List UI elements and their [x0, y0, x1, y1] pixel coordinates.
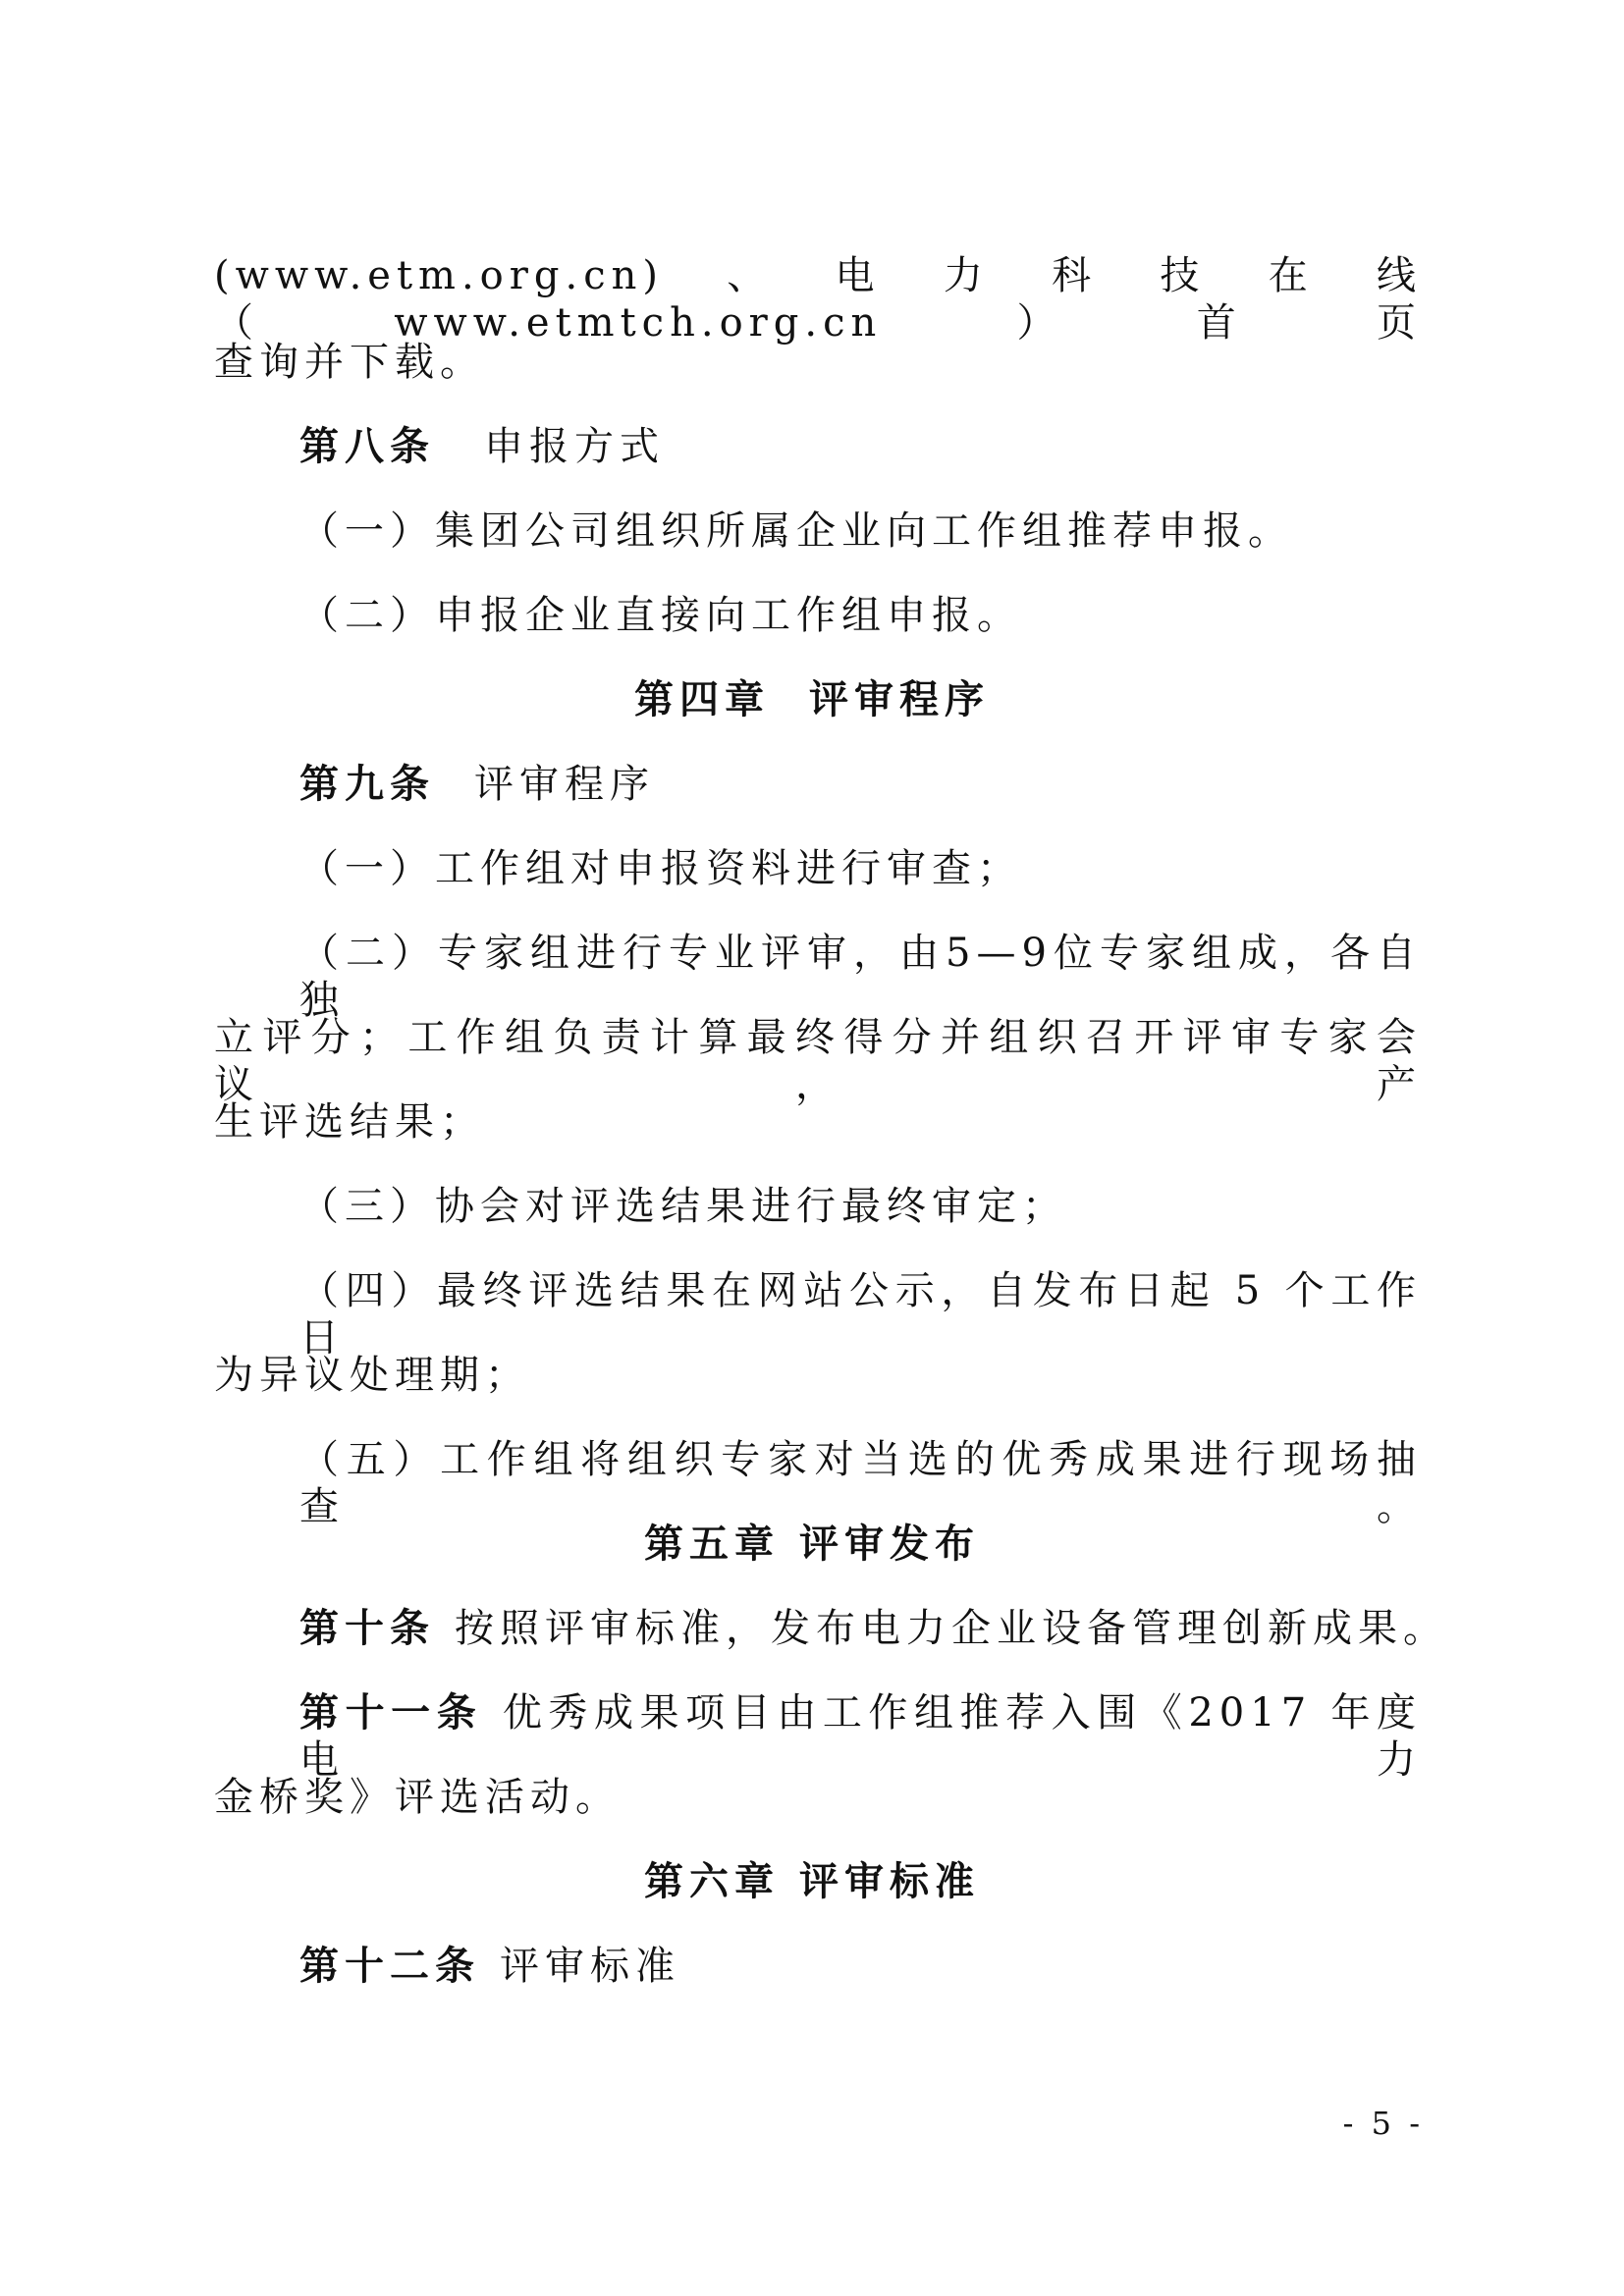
article-10-text: 按照评审标准，发布电力企业设备管理创新成果。	[455, 1606, 1448, 1651]
article-11-label: 第十一条	[299, 1689, 483, 1735]
article-9-item-4-text-2: 为异议处理期；	[214, 1353, 530, 1398]
article-9-item-3	[299, 1183, 1422, 1230]
chapter-4-heading	[0, 676, 1624, 723]
article-9-label: 第九条	[299, 761, 435, 807]
chapter-5-title: 评审发布	[799, 1521, 980, 1567]
article-9-item-2-line-3	[214, 1098, 1422, 1146]
chapter-4-label: 第四章	[634, 676, 770, 722]
article-8-item-2-text: 申报企业直接向工作组申报。	[435, 593, 1022, 638]
article-9-item-2-text-1: 专家组进行专业评审，由5—9位专家组成，各自独	[299, 931, 1422, 1023]
article-9-item-2-num: （二）	[299, 931, 439, 976]
article-9-item-4-num: （四）	[299, 1268, 438, 1313]
article-10-label: 第十条	[299, 1605, 435, 1651]
article-11-text-2: 金桥奖》评选活动。	[214, 1775, 621, 1820]
page-number: - 5 -	[1342, 2105, 1424, 2142]
chapter-6-heading	[0, 1858, 1624, 1905]
article-8-item-1-num: （一）	[299, 508, 435, 554]
article-8-title: 申报方式	[484, 424, 665, 469]
chapter-5-label: 第五章	[644, 1521, 780, 1567]
article-9-item-4-line-1	[299, 1267, 1422, 1362]
article-9-item-2-text-2: 立评分；工作组负责计算最终得分并组织召开评审专家会议，产	[214, 1015, 1422, 1107]
chapter-4-title: 评审程序	[809, 676, 990, 722]
article-11-line-2	[214, 1774, 1422, 1821]
article-12-heading	[299, 1943, 1422, 1990]
continuation-text-1: (www.etm.org.cn)、电力科技在线（www.etmtch.org.cn）首页	[214, 253, 1422, 346]
article-9-item-3-text: 协会对评选结果进行最终审定；	[435, 1184, 1067, 1229]
article-8-heading	[299, 423, 1422, 470]
article-9-item-5	[299, 1436, 1422, 1530]
article-8-item-2-num: （二）	[299, 593, 435, 638]
article-9-title: 评审程序	[474, 762, 655, 807]
article-12-title: 评审标准	[500, 1944, 680, 1989]
article-9-item-2-line-1	[299, 930, 1422, 1024]
continuation-line-2	[214, 339, 1422, 386]
continuation-line-1	[214, 252, 1422, 347]
article-9-item-1	[299, 845, 1422, 892]
article-8-item-2	[299, 592, 1422, 639]
article-9-item-2-line-2	[214, 1014, 1422, 1108]
article-9-item-1-num: （一）	[299, 846, 435, 891]
article-9-item-1-text: 工作组对申报资料进行审查；	[435, 846, 1022, 891]
article-11-text-1: 优秀成果项目由工作组推荐入围《2017 年度电力	[299, 1690, 1423, 1783]
article-9-item-2-text-3: 生评选结果；	[214, 1099, 485, 1145]
article-9-item-3-num: （三）	[299, 1184, 435, 1229]
article-8-item-1-text: 集团公司组织所属企业向工作组推荐申报。	[435, 508, 1293, 554]
article-9-item-5-num: （五）	[299, 1437, 441, 1482]
article-8-label: 第八条	[299, 423, 435, 469]
article-9-item-4-line-2	[214, 1352, 1422, 1399]
continuation-text-2: 查询并下载。	[214, 340, 485, 385]
chapter-6-label: 第六章	[644, 1858, 780, 1904]
article-12-label: 第十二条	[299, 1943, 480, 1989]
article-10	[299, 1605, 1448, 1652]
chapter-6-title: 评审标准	[799, 1858, 980, 1904]
article-9-item-4-text-1: 最终评选结果在网站公示，自发布日起 5 个工作日	[299, 1268, 1422, 1361]
chapter-5-heading	[0, 1521, 1624, 1568]
article-11-line-1	[299, 1689, 1422, 1784]
article-9-heading	[299, 761, 1422, 808]
article-9-item-5-text: 工作组将组织专家对当选的优秀成果进行现场抽查。	[299, 1437, 1423, 1529]
article-8-item-1	[299, 507, 1422, 555]
